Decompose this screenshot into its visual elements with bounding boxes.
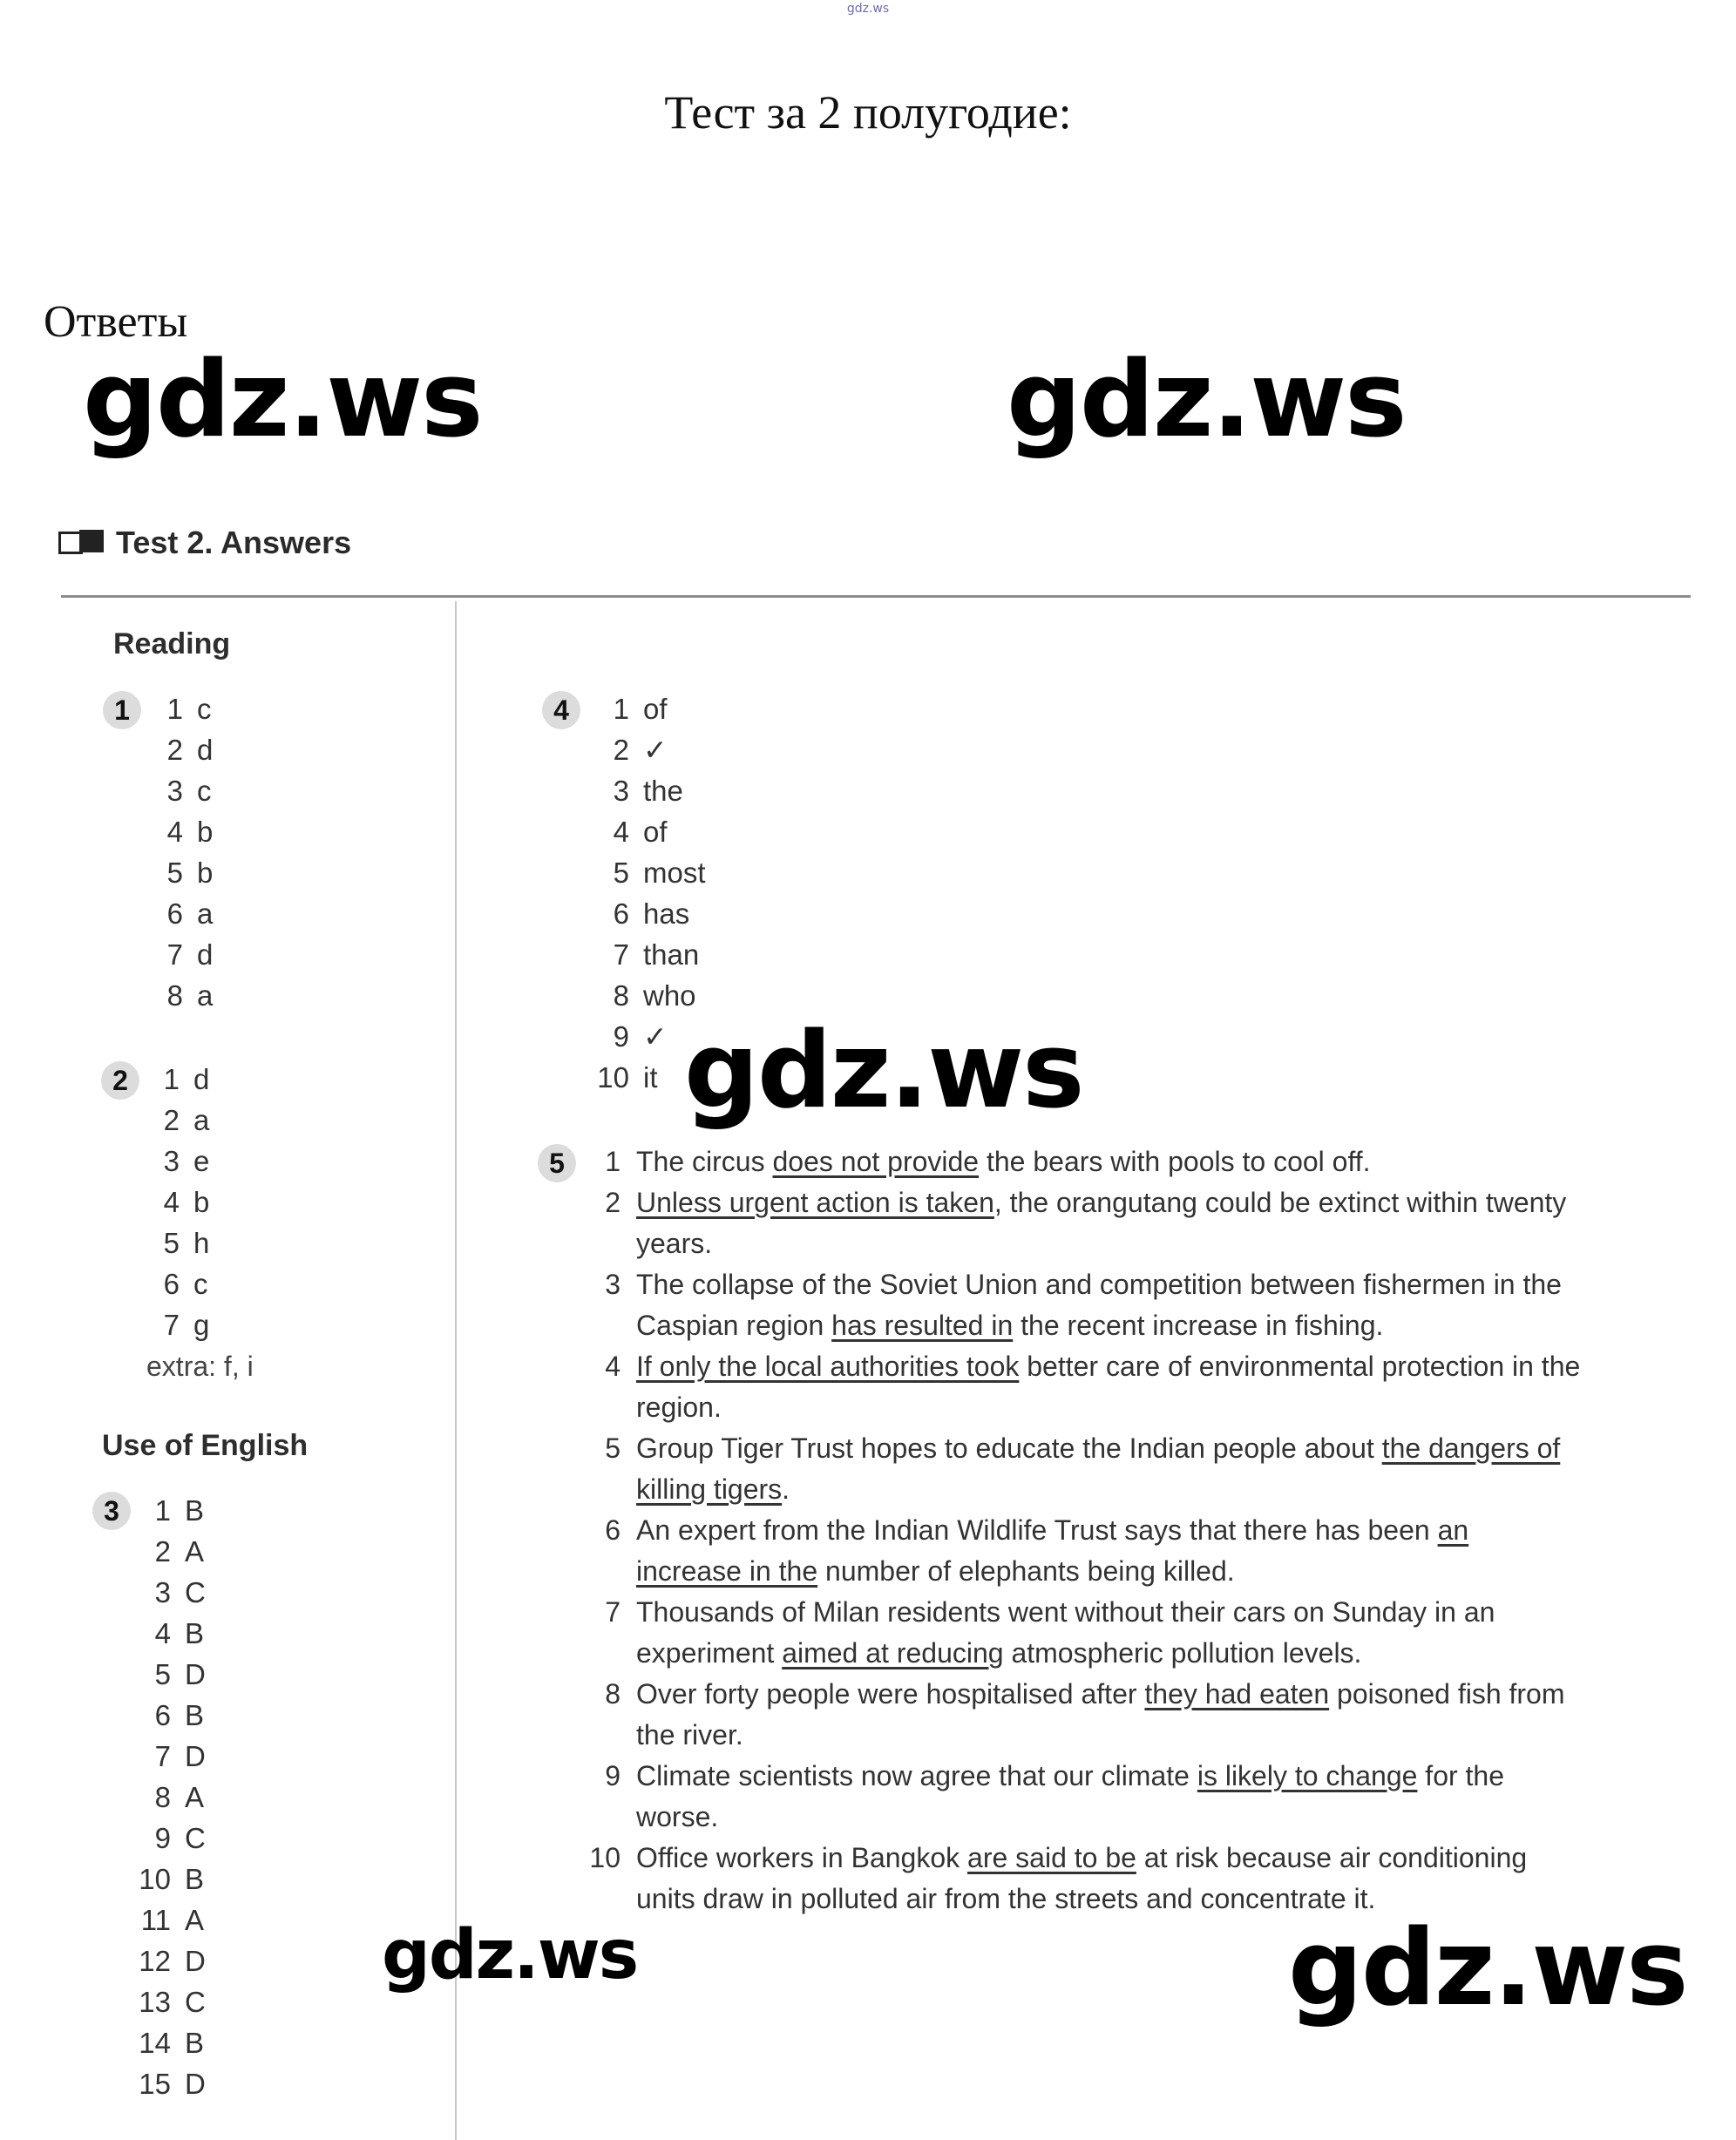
sentence-item: [579, 1346, 1581, 1428]
answer-number: 3: [154, 1576, 171, 1608]
answer-value: it: [643, 1061, 658, 1094]
answer-value: B: [185, 2027, 205, 2059]
answer-number: 8: [154, 1781, 171, 1813]
answer-number: 15: [139, 2068, 171, 2100]
answer-item: [131, 1940, 206, 1981]
answer-number: 1: [163, 1063, 180, 1095]
answer-item: [584, 688, 706, 729]
answer-value: a: [197, 979, 214, 1012]
answer-number: 10: [139, 1863, 171, 1895]
answer-number: 10: [597, 1061, 629, 1094]
answer-value: has: [643, 897, 690, 930]
answer-value: D: [185, 2068, 206, 2100]
exercise-3-number: 3: [92, 1492, 131, 1530]
answer-number: 8: [166, 979, 183, 1012]
answer-value: of: [643, 816, 668, 848]
answer-value: A: [185, 1904, 205, 1936]
answer-value: B: [185, 1617, 205, 1649]
sentence-number: 1: [605, 1146, 620, 1177]
sentence-number: 7: [605, 1596, 620, 1628]
sentence-fragment: number of elephants being killed.: [817, 1555, 1235, 1587]
sentence-fragment: Office workers in Bangkok: [636, 1842, 968, 1873]
heading-rule: [61, 595, 1691, 598]
exercise-5-number: 5: [538, 1144, 576, 1182]
sentence-text: [636, 1674, 1581, 1756]
answer-value: ✓: [643, 734, 668, 766]
answer-value: D: [185, 1945, 206, 1977]
answer-number: 4: [613, 816, 629, 848]
answer-number: 8: [613, 979, 629, 1012]
answer-number: 5: [163, 1227, 180, 1259]
underlined-phrase: If only the local authorities took: [636, 1351, 1020, 1382]
answer-number: 4: [154, 1617, 171, 1649]
sentence-number: 9: [605, 1760, 620, 1791]
sentence-item: [579, 1674, 1581, 1756]
sentence-number: 4: [605, 1351, 620, 1382]
sentence-number: 6: [605, 1514, 620, 1546]
answer-value: D: [185, 1740, 206, 1772]
sentence-fragment: atmospheric pollution levels.: [1003, 1637, 1362, 1669]
answer-item: [584, 934, 706, 975]
sentence-fragment: An expert from the Indian Wildlife Trust says that there has been: [636, 1514, 1438, 1546]
answer-item: [131, 2063, 206, 2104]
answer-value: a: [193, 1104, 210, 1136]
sentence-fragment: Over forty people were hospitalised after: [636, 1678, 1145, 1710]
underlined-phrase: the dangers of killing tigers: [636, 1432, 1561, 1505]
answer-item: [584, 975, 706, 1016]
answer-value: A: [185, 1781, 205, 1813]
sentence-text: [636, 1182, 1581, 1264]
underlined-phrase: does not provide: [772, 1146, 980, 1177]
column-divider: [455, 601, 457, 2140]
answer-value: d: [197, 734, 214, 766]
answer-item: [131, 1654, 206, 1695]
answer-item: [143, 852, 213, 893]
answer-value: c: [197, 693, 212, 725]
section-title: Test 2. Answers: [116, 525, 352, 560]
answer-number: 5: [166, 857, 183, 889]
answer-value: A: [185, 1535, 205, 1568]
sentence-fragment: the recent increase in fishing.: [1013, 1310, 1384, 1341]
sentence-number: 8: [605, 1678, 620, 1710]
sentence-item: [579, 1141, 1581, 1182]
answer-number: 6: [154, 1699, 171, 1731]
watermark: gdz.ws: [382, 1916, 638, 1994]
sentence-fragment: better care of environmental protection in the region.: [636, 1351, 1581, 1423]
exercise-4-number: 4: [542, 691, 580, 729]
answer-value: c: [197, 775, 212, 807]
answer-number: 4: [163, 1186, 180, 1218]
sentence-item: [579, 1592, 1581, 1674]
answer-number: 2: [163, 1104, 180, 1136]
answer-number: 3: [613, 775, 629, 807]
section-heading: [58, 525, 351, 561]
sentence-number: 5: [605, 1432, 620, 1464]
answer-item: [584, 893, 706, 934]
answer-item: [139, 1141, 209, 1182]
answer-value: the: [643, 775, 683, 807]
answer-item: [131, 1572, 206, 1613]
answer-number: 2: [166, 734, 183, 766]
answer-item: [143, 934, 213, 975]
answer-item: [584, 811, 706, 852]
underlined-phrase: has resulted in: [831, 1310, 1014, 1341]
answer-item: [131, 1695, 206, 1736]
sentence-text: [636, 1592, 1581, 1674]
exercise-2-answers: [139, 1059, 209, 1345]
sentence-item: [579, 1264, 1581, 1346]
answer-item: [584, 852, 706, 893]
answer-value: c: [193, 1268, 208, 1300]
answer-number: 11: [140, 1904, 171, 1936]
underlined-phrase: aimed at reducing: [782, 1637, 1004, 1669]
sentence-number: 2: [605, 1187, 620, 1218]
answer-value: who: [643, 979, 696, 1012]
sentence-text: [636, 1264, 1581, 1346]
answer-value: C: [185, 1986, 206, 2018]
sentence-item: [579, 1428, 1581, 1510]
answer-number: 13: [139, 1986, 171, 2018]
answer-value: most: [643, 857, 706, 889]
answer-item: [139, 1182, 209, 1222]
sentence-text: [636, 1510, 1581, 1592]
answer-value: h: [193, 1227, 210, 1259]
sentence-text: [636, 1346, 1581, 1428]
underlined-phrase: is likely to change: [1197, 1760, 1418, 1791]
exercise-1-answers: [143, 688, 213, 1016]
answer-number: 14: [139, 2027, 171, 2059]
answer-value: d: [197, 938, 214, 971]
answer-number: 9: [154, 1822, 171, 1854]
answer-item: [139, 1059, 209, 1100]
underlined-phrase: they had eaten: [1144, 1678, 1330, 1710]
answers-label: Ответы: [44, 297, 188, 347]
underlined-phrase: are said to be: [967, 1842, 1136, 1873]
exercise-5-answers: [579, 1141, 1581, 1920]
answer-item: [584, 729, 706, 770]
answer-value: d: [193, 1063, 210, 1095]
watermark: gdz.ws: [1007, 340, 1406, 461]
answer-number: 7: [613, 938, 629, 971]
answer-item: [143, 811, 213, 852]
answer-value: B: [185, 1863, 205, 1895]
answer-item: [143, 975, 213, 1016]
answer-number: 6: [163, 1268, 180, 1300]
answer-value: C: [185, 1576, 206, 1608]
answer-item: [131, 1859, 206, 1900]
answer-number: 5: [613, 857, 629, 889]
answer-item: [139, 1222, 209, 1263]
answer-item: [131, 2022, 206, 2063]
underlined-phrase: an increase in the: [636, 1514, 1469, 1587]
small-watermark: gdz.ws: [846, 2, 890, 16]
answer-number: 7: [166, 938, 183, 971]
answer-number: 1: [166, 693, 183, 725]
sentence-fragment: at risk because air conditioning units draw in polluted air from the streets and concentrate it.: [636, 1842, 1528, 1914]
sentence-fragment: .: [782, 1473, 790, 1505]
book-icon: [58, 530, 104, 556]
answer-item: [143, 770, 213, 811]
sentence-text: [636, 1141, 1371, 1182]
answer-number: 2: [154, 1535, 171, 1568]
answer-number: 9: [613, 1020, 629, 1053]
answer-number: 1: [154, 1494, 171, 1527]
answer-item: [131, 1531, 206, 1572]
answer-value: b: [197, 857, 214, 889]
sentence-item: [579, 1182, 1581, 1264]
answer-value: C: [185, 1822, 206, 1854]
exercise-2-extra: extra: f, i: [146, 1351, 254, 1382]
answer-item: [131, 1981, 206, 2022]
watermark: gdz.ws: [684, 1011, 1083, 1132]
sentence-text: [636, 1756, 1581, 1838]
sentence-fragment: , the orangutang could be extinct within twenty years.: [636, 1187, 1567, 1259]
watermark: gdz.ws: [1288, 1908, 1687, 2029]
sentence-fragment: for the worse.: [636, 1760, 1505, 1832]
sentence-fragment: Thousands of Milan residents went without their cars on Sunday in an experiment: [636, 1596, 1495, 1669]
answer-item: [139, 1263, 209, 1304]
answer-item: [143, 893, 213, 934]
use-of-english-heading: Use of English: [102, 1429, 309, 1462]
sentence-item: [579, 1756, 1581, 1838]
sentence-number: 3: [605, 1269, 620, 1300]
answer-item: [131, 1490, 206, 1531]
answer-number: 6: [166, 897, 183, 930]
answer-number: 2: [613, 734, 629, 766]
answer-number: 7: [154, 1740, 171, 1772]
sentence-text: [636, 1428, 1581, 1510]
sentence-item: [579, 1838, 1581, 1920]
answer-value: e: [193, 1145, 210, 1177]
answer-value: B: [185, 1699, 205, 1731]
sentence-fragment: the bears with pools to cool off.: [979, 1146, 1371, 1177]
answer-number: 7: [163, 1309, 180, 1341]
answer-value: of: [643, 693, 668, 725]
answer-item: [143, 729, 213, 770]
sentence-fragment: poisoned fish from the river.: [636, 1678, 1565, 1751]
answer-number: 1: [613, 693, 629, 725]
exercise-2-number: 2: [101, 1061, 139, 1100]
answer-item: [139, 1304, 209, 1345]
answer-item: [131, 1777, 206, 1818]
answer-item: [131, 1613, 206, 1654]
answer-item: [139, 1100, 209, 1141]
answer-item: [131, 1900, 206, 1940]
underlined-phrase: Unless urgent action is taken: [636, 1187, 994, 1218]
sentence-fragment: The circus: [636, 1146, 773, 1177]
answer-value: than: [643, 938, 700, 971]
page-title: Тест за 2 полугодие:: [664, 86, 1072, 139]
answer-number: 3: [166, 775, 183, 807]
answer-number: 6: [613, 897, 629, 930]
exercise-1-number: 1: [103, 691, 141, 729]
sentence-fragment: The collapse of the Soviet Union and competition between fishermen in the Caspian region: [636, 1269, 1562, 1341]
sentence-fragment: Group Tiger Trust hopes to educate the Indian people about: [636, 1432, 1382, 1464]
answer-value: ✓: [643, 1020, 668, 1053]
sentence-item: [579, 1510, 1581, 1592]
reading-heading: Reading: [113, 627, 231, 660]
answer-value: b: [193, 1186, 210, 1218]
answer-value: g: [193, 1309, 210, 1341]
answer-number: 4: [166, 816, 183, 848]
sentence-number: 10: [589, 1842, 620, 1873]
sentence-text: [636, 1838, 1581, 1920]
answer-number: 3: [163, 1145, 180, 1177]
answer-number: 5: [154, 1658, 171, 1690]
answer-number: 12: [139, 1945, 171, 1977]
exercise-3-answers: [131, 1490, 206, 2104]
sentence-fragment: Climate scientists now agree that our climate: [636, 1760, 1197, 1791]
answer-value: B: [185, 1494, 205, 1527]
answer-item: [584, 770, 706, 811]
answer-value: b: [197, 816, 214, 848]
answer-item: [131, 1818, 206, 1859]
answer-value: a: [197, 897, 214, 930]
answer-value: D: [185, 1658, 206, 1690]
answer-item: [131, 1736, 206, 1777]
answer-item: [143, 688, 213, 729]
watermark: gdz.ws: [83, 340, 482, 461]
